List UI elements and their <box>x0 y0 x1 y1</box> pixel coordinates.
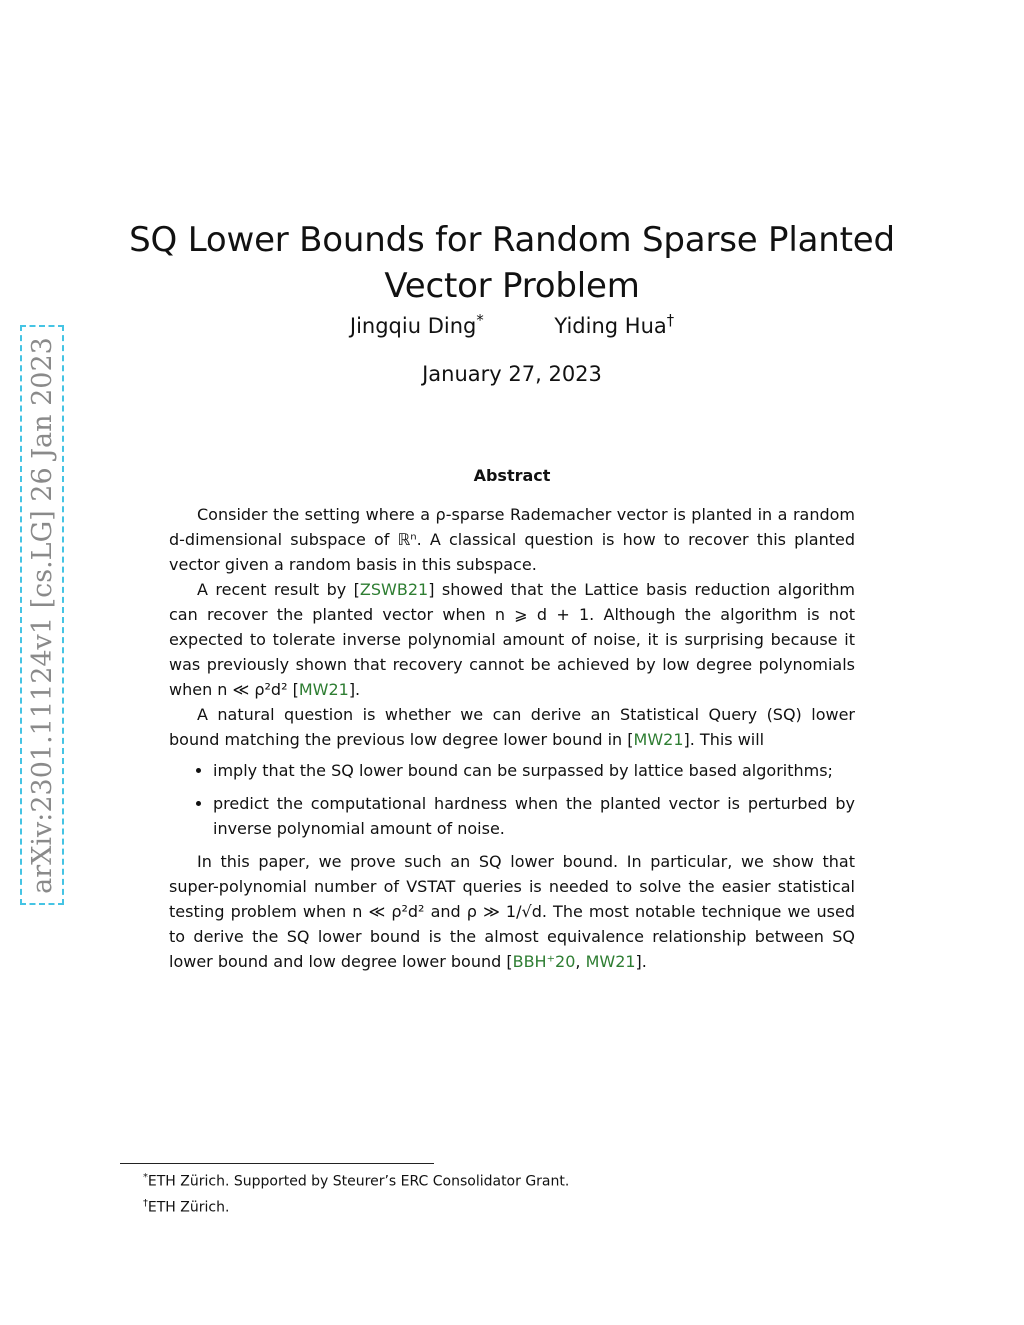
abstract-paragraph-3 <box>169 702 855 752</box>
abstract-p2-text-c: ]. <box>348 680 361 699</box>
author-2 <box>554 312 674 338</box>
abstract-paragraph-2 <box>169 577 855 702</box>
citation-mw21-link[interactable]: MW21 <box>633 730 684 749</box>
footnotes <box>143 1167 943 1218</box>
author-1-name: Jingqiu Ding <box>349 314 477 338</box>
footnote-1-text: ETH Zürich. Supported by Steurer’s ERC Consolidator Grant. <box>147 1173 570 1190</box>
abstract-bullet-list <box>169 758 855 841</box>
abstract-p4-text-a: In this paper, we prove such an SQ lower bound. In particular, we show that super-polynomial number of VSTAT queries is needed to solve the easier statistical testing problem when n ≪ ρ²d² and ρ ≫ 1/√d. The most notable technique we used to derive the SQ lower bound is the almost equivalence relationship between SQ lower bound and low degree lower bound [ <box>169 852 855 971</box>
author-2-name: Yiding Hua <box>554 314 667 338</box>
abstract-p2-text-a: A recent result by [ <box>197 580 360 599</box>
abstract-p3-text-b: ]. This will <box>683 730 765 749</box>
abstract-heading: Abstract <box>473 466 551 485</box>
paper-date: January 27, 2023 <box>422 362 602 386</box>
abstract-bullet-1: • imply that the SQ lower bound can be surpassed by lattice based algorithms; <box>213 758 855 783</box>
abstract-body <box>169 502 855 974</box>
abstract-paragraph-1: Consider the setting where a ρ-sparse Rademacher vector is planted in a random d-dimensional subspace of ℝⁿ. A classical question is how to recover this planted vector given a random basis in this subspace. <box>169 505 855 574</box>
arxiv-stamp <box>20 325 64 905</box>
paper-title <box>120 217 904 309</box>
abstract-bullet-2: • predict the computational hardness when the planted vector is perturbed by inverse polynomial amount of noise. <box>213 791 855 841</box>
footnote-divider <box>120 1163 434 1164</box>
abstract-p4-text-b: ]. <box>635 952 647 971</box>
title-line-2: Vector Problem <box>384 265 640 306</box>
footnote-2-text: ETH Zürich. <box>147 1199 230 1216</box>
citation-bbh20-link[interactable]: BBH⁺20 <box>512 952 576 971</box>
abstract-p4-separator: , <box>575 952 586 971</box>
citation-mw21-link[interactable]: MW21 <box>298 680 349 699</box>
abstract-p2-text-b: ] showed that the Lattice basis reduction algorithm can recover the planted vector when n ⩾ d + 1. Although the algorithm is not expected to tolerate inverse polynomial amount of noise, it is surprising because it was previously shown that recovery cannot be achieved by low degree polynomials when n ≪ ρ²d² [ <box>169 580 856 699</box>
citation-mw21-link[interactable]: MW21 <box>585 952 636 971</box>
author-list <box>0 312 1024 338</box>
author-1 <box>350 312 484 338</box>
footnote-1-mark: * <box>143 1172 148 1183</box>
citation-zswb21-link[interactable]: ZSWB21 <box>359 580 429 599</box>
footnote-2 <box>143 1193 943 1219</box>
arxiv-stamp-text: arXiv:2301.11124v1 [cs.LG] 26 Jan 2023 <box>26 336 58 894</box>
abstract-paragraph-4 <box>169 849 855 974</box>
author-1-mark: * <box>476 312 484 329</box>
author-2-mark: † <box>666 312 675 329</box>
footnote-1 <box>143 1167 943 1193</box>
abstract-p3-text-a: A natural question is whether we can derive an Statistical Query (SQ) lower bound matching the previous low degree lower bound in [ <box>169 705 855 749</box>
title-line-1: SQ Lower Bounds for Random Sparse Planted <box>129 219 895 260</box>
footnote-2-mark: † <box>143 1197 148 1209</box>
